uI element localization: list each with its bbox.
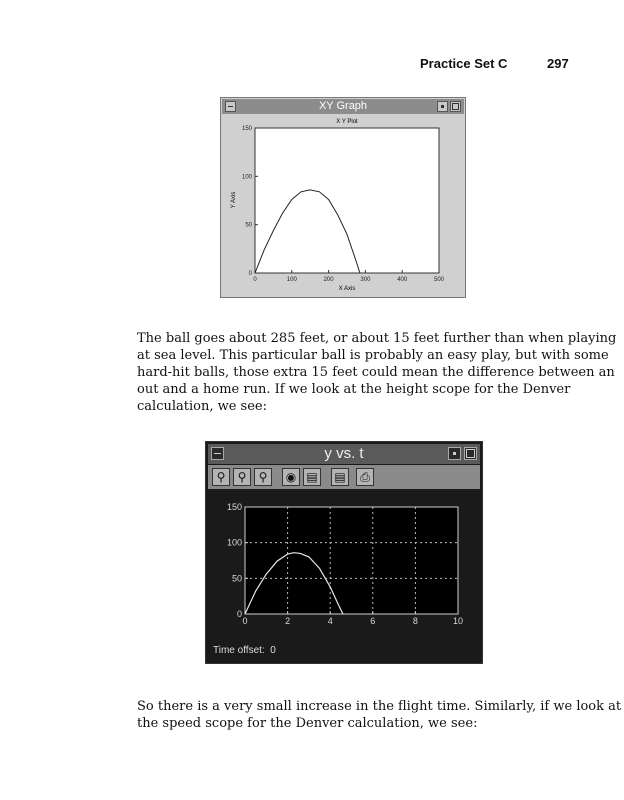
x-tick-label: 200 <box>323 277 334 283</box>
scope-toolbar <box>208 465 480 489</box>
scope-titlebar[interactable] <box>208 444 480 464</box>
paragraph-line: The ball goes about 285 feet, or about 15 feet further than when playing <box>137 331 617 346</box>
scope-title: y vs. t <box>324 445 364 462</box>
paragraph-line: hard-hit balls, those extra 15 feet could mean the difference between an <box>137 365 615 380</box>
maximize-icon[interactable] <box>464 447 477 460</box>
minimize-icon[interactable] <box>448 447 461 460</box>
paragraph-line: out and a home run. If we look at the height scope for the Denver <box>137 382 571 397</box>
y-tick-label: 50 <box>245 222 252 229</box>
time-offset-bar <box>208 643 480 661</box>
time-offset-value: 0 <box>270 645 276 656</box>
scope-window <box>205 441 483 664</box>
zoom-y-icon[interactable]: ⚲ <box>254 468 272 486</box>
time-offset-label: Time offset: <box>213 645 265 656</box>
xy-graph-title: XY Graph <box>318 100 368 112</box>
properties-icon[interactable]: ▤ <box>331 468 349 486</box>
y-tick-label: 100 <box>226 537 242 548</box>
x-tick-label: 10 <box>452 616 464 626</box>
x-tick-label: 0 <box>253 277 257 283</box>
body-paragraph-1 <box>137 330 617 415</box>
xy-graph-window <box>220 97 466 298</box>
xy-plot-area <box>255 128 439 273</box>
y-tick-label: 150 <box>226 502 242 512</box>
y-tick-label: 0 <box>248 271 252 277</box>
x-tick-label: 6 <box>370 616 376 626</box>
y-tick-label: 150 <box>241 126 252 132</box>
save-axes-icon[interactable]: ▤ <box>303 468 321 486</box>
y-tick-label: 50 <box>231 573 242 584</box>
running-header-title: Practice Set C <box>420 56 508 71</box>
xy-plot <box>221 114 465 297</box>
print-icon[interactable]: ⎙ <box>356 468 374 486</box>
x-tick-label: 0 <box>242 616 248 626</box>
xy-x-axis-label: X Axis <box>338 286 356 292</box>
y-tick-label: 100 <box>241 174 252 181</box>
x-tick-label: 100 <box>286 277 297 283</box>
paragraph-line: So there is a very small increase in the flight time. Similarly, if we look at <box>137 699 622 714</box>
x-tick-label: 400 <box>397 277 408 283</box>
x-tick-label: 2 <box>285 616 291 626</box>
paragraph-line: the speed scope for the Denver calculation, we see: <box>137 716 478 731</box>
body-paragraph-2 <box>137 698 622 732</box>
scope-plot-area <box>245 507 458 614</box>
binoculars-icon[interactable]: ◉ <box>282 468 300 486</box>
zoom-icon[interactable]: ⚲ <box>212 468 230 486</box>
paragraph-line: calculation, we see: <box>137 399 267 414</box>
x-tick-label: 4 <box>327 616 333 626</box>
page-number: 297 <box>547 56 569 71</box>
minimize-icon[interactable] <box>437 101 448 112</box>
zoom-x-icon[interactable]: ⚲ <box>233 468 251 486</box>
xy-graph-titlebar[interactable] <box>222 99 464 114</box>
paragraph-line: at sea level. This particular ball is probably an easy play, but with some <box>137 348 609 363</box>
x-tick-label: 300 <box>360 277 371 283</box>
x-tick-label: 500 <box>433 277 445 283</box>
y-tick-label: 0 <box>236 609 242 619</box>
xy-plot-title: X Y Plot <box>336 119 358 125</box>
scope-plot <box>206 490 482 642</box>
x-tick-label: 8 <box>412 616 418 626</box>
xy-y-axis-label: Y Axis <box>231 191 237 209</box>
maximize-icon[interactable] <box>450 101 461 112</box>
